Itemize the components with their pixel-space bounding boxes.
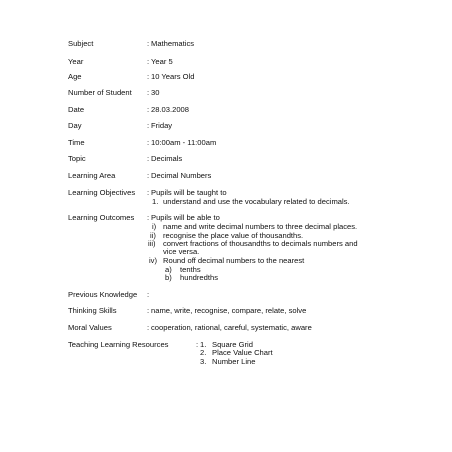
outcome-text: recognise the place value of thousandths. (163, 231, 304, 240)
day-label: Day (68, 121, 82, 130)
outcome-text: convert fractions of thousandths to decimals numbers and (163, 239, 358, 248)
separator: : (147, 323, 150, 332)
outcome-text: name and write decimal numbers to three decimal places. (163, 222, 358, 231)
subject-label: Subject (68, 39, 94, 48)
separator: : (147, 138, 150, 147)
resources-label: Teaching Learning Resources (68, 340, 169, 349)
moral-values-value: cooperation, rational, careful, systematic, aware (151, 323, 312, 332)
time-label: Time (68, 138, 85, 147)
year-label: Year (68, 57, 84, 66)
outcome-text-continued: vice versa. (163, 247, 200, 256)
outcome-marker: iv) (149, 256, 158, 265)
separator: : (147, 306, 150, 315)
students-value: 30 (151, 88, 160, 97)
separator: : (147, 72, 150, 81)
outcome-sub-marker: a) (165, 265, 172, 274)
resource-text: Number Line (212, 357, 256, 366)
separator: : (147, 57, 150, 66)
topic-value: Decimals (151, 154, 183, 163)
outcome-sub-text: tenths (180, 265, 201, 274)
resource-marker: 1. (200, 340, 207, 349)
separator: : (147, 88, 150, 97)
outcomes-label: Learning Outcomes (68, 213, 135, 222)
separator: : (147, 290, 150, 299)
outcome-marker: iii) (148, 239, 156, 248)
age-value: 10 Years Old (151, 72, 195, 81)
outcome-sub-marker: b) (165, 273, 172, 282)
separator: : (147, 105, 150, 114)
outcome-marker: i) (152, 222, 157, 231)
learning-area-value: Decimal Numbers (151, 171, 212, 180)
students-label: Number of Student (68, 88, 132, 97)
age-label: Age (68, 72, 82, 81)
resource-text: Place Value Chart (212, 348, 273, 357)
objectives-label: Learning Objectives (68, 188, 136, 197)
objectives-intro: Pupils will be taught to (151, 188, 227, 197)
separator: : (147, 213, 150, 222)
topic-label: Topic (68, 154, 86, 163)
year-value: Year 5 (151, 57, 173, 66)
separator: : (147, 39, 150, 48)
thinking-skills-value: name, write, recognise, compare, relate, solve (151, 306, 307, 315)
learning-area-label: Learning Area (68, 171, 116, 180)
outcomes-intro: Pupils will be able to (151, 213, 220, 222)
date-value: 28.03.2008 (151, 105, 190, 114)
separator: : (147, 188, 150, 197)
outcome-text: Round off decimal numbers to the nearest (163, 256, 305, 265)
previous-knowledge-label: Previous Knowledge (68, 290, 138, 299)
resource-marker: 3. (200, 357, 207, 366)
objective-marker: 1. (152, 197, 159, 206)
day-value: Friday (151, 121, 173, 130)
separator: : (196, 340, 199, 349)
resource-text: Square Grid (212, 340, 253, 349)
separator: : (147, 171, 150, 180)
subject-value: Mathematics (151, 39, 195, 48)
separator: : (147, 154, 150, 163)
time-value: 10:00am - 11:00am (151, 138, 217, 147)
separator: : (147, 121, 150, 130)
outcome-sub-text: hundredths (180, 273, 218, 282)
thinking-skills-label: Thinking Skills (68, 306, 117, 315)
outcome-marker: ii) (150, 231, 156, 240)
resource-marker: 2. (200, 348, 207, 357)
moral-values-label: Moral Values (68, 323, 112, 332)
objective-text: understand and use the vocabulary related to decimals. (163, 197, 350, 206)
date-label: Date (68, 105, 85, 114)
